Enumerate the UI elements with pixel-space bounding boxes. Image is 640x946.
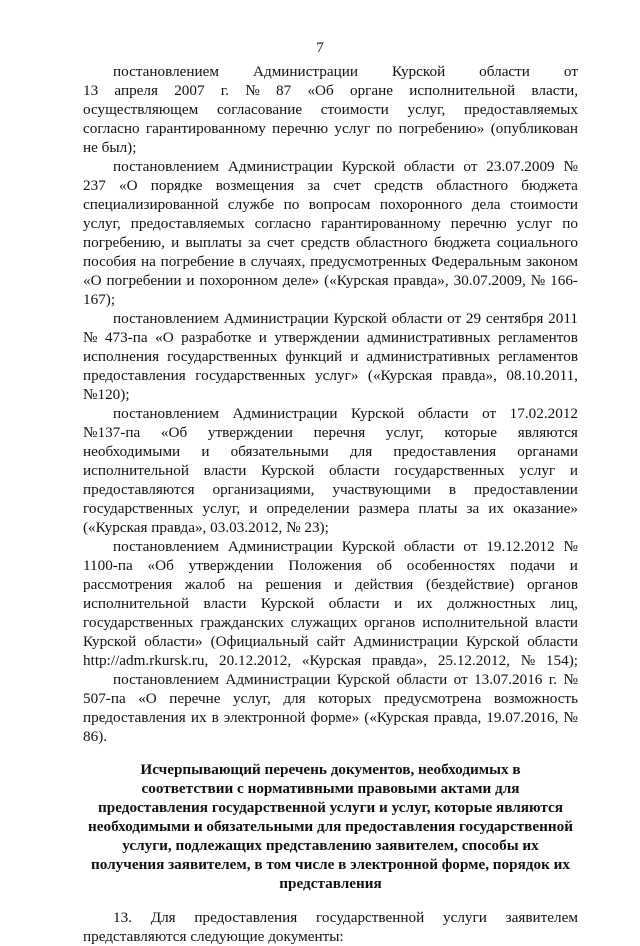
word: от: [463, 538, 478, 555]
text-line: [83, 119, 578, 138]
word: которых: [318, 690, 372, 707]
word: от: [453, 671, 468, 688]
word: Курской: [261, 462, 315, 479]
word: Федеральным: [431, 253, 522, 270]
word: и: [201, 443, 210, 460]
word: предоставляемых: [464, 101, 578, 118]
word: стоимости: [320, 101, 389, 118]
word: правда»,: [371, 652, 428, 669]
word: специализированной: [83, 196, 219, 213]
word: в: [238, 253, 246, 270]
word: «О: [83, 272, 102, 289]
word: органами: [517, 443, 578, 460]
word: органов: [364, 614, 416, 631]
word: предоставления: [194, 909, 298, 926]
word: «Об: [307, 82, 334, 99]
word: услуг: [334, 120, 371, 137]
word: услуг,: [202, 500, 241, 517]
word: предоставляются: [83, 481, 195, 498]
word: согласно: [254, 215, 312, 232]
text-line: [83, 575, 578, 594]
word: 154);: [545, 652, 578, 669]
word: счет: [266, 234, 295, 251]
word: которые: [444, 424, 497, 441]
word: области: [328, 462, 380, 479]
word: Курской: [83, 633, 137, 650]
text-line: [83, 613, 578, 632]
word: области: [396, 671, 448, 688]
word: услуг,: [407, 101, 446, 118]
text-line: представляются следующие документы:: [83, 928, 344, 945]
word: счет: [333, 177, 361, 194]
word: (бездействие): [425, 576, 515, 593]
word: г.: [220, 82, 230, 99]
word: перечню: [272, 120, 329, 137]
word: услуг,: [83, 215, 121, 232]
word: похоронного: [379, 196, 463, 213]
word: («Курская: [367, 367, 433, 384]
word: за: [466, 500, 480, 517]
word: по: [562, 215, 578, 232]
word: Администрации: [227, 538, 333, 555]
word: 19.07.2016,: [486, 709, 559, 726]
word: исполнительной: [83, 462, 189, 479]
word: вопросам: [308, 196, 371, 213]
word: Администрации: [353, 633, 459, 650]
text-line: [83, 556, 578, 575]
text-line: [113, 157, 578, 176]
word: 25.12.2012,: [437, 652, 510, 669]
word: административных: [366, 329, 491, 346]
word: необходимыми: [83, 443, 181, 460]
word: перечня: [313, 424, 366, 441]
word: за: [307, 177, 321, 194]
word: исполнительной: [409, 82, 516, 99]
word: органе: [349, 82, 393, 99]
text-line: [83, 100, 578, 119]
word: разработке: [181, 329, 252, 346]
word: пособия: [83, 253, 137, 270]
word: «Об: [160, 424, 188, 441]
word: электронной: [223, 709, 306, 726]
word: 473-па: [104, 329, 148, 346]
word: исполнительной: [83, 595, 189, 612]
word: для: [283, 690, 306, 707]
word: 13.07.2016: [474, 671, 543, 688]
word: погребении: [106, 272, 182, 289]
word: об: [376, 557, 392, 574]
text-line: [83, 651, 578, 670]
word: 17.02.2012: [509, 405, 578, 422]
word: утверждении: [274, 329, 360, 346]
word: организациями,: [212, 481, 315, 498]
word: постановлением: [113, 405, 220, 422]
word: рассмотрения: [83, 576, 173, 593]
word: и: [249, 500, 258, 517]
word: Курской: [341, 538, 395, 555]
word: правда»,: [441, 367, 497, 384]
word: сайт: [316, 633, 346, 650]
word: согласование: [216, 101, 303, 118]
word: средств: [300, 234, 350, 251]
text-line: [83, 195, 578, 214]
word: услуг: [519, 462, 556, 479]
word: утверждении: [188, 557, 274, 574]
word: за: [247, 234, 261, 251]
word: перечню: [450, 215, 507, 232]
word: участвующими: [332, 481, 431, 498]
text-line: [83, 480, 578, 499]
word: областного: [436, 177, 509, 194]
word: их: [488, 500, 505, 517]
word: услуги: [442, 909, 487, 926]
text-line: [113, 908, 578, 927]
text-line: [83, 442, 578, 461]
word: от: [463, 158, 478, 175]
word: сентября: [485, 310, 544, 327]
word: №: [530, 272, 546, 289]
word: 19.12.2012: [486, 538, 555, 555]
word: согласно: [83, 120, 140, 137]
word: 2007: [174, 82, 205, 99]
word: их: [416, 595, 433, 612]
text-line: не был);: [83, 139, 137, 156]
text-line: [83, 252, 578, 271]
text-line: [83, 632, 578, 651]
text-line: («Курская правда», 03.03.2012, № 23);: [83, 519, 329, 536]
text-line: [83, 689, 578, 708]
word: постановлением: [113, 671, 220, 688]
word: правда»,: [393, 272, 449, 289]
word: административных: [366, 348, 491, 365]
word: платы: [418, 500, 458, 517]
word: на: [237, 576, 253, 593]
word: от: [447, 310, 462, 327]
word: предоставляемых: [130, 215, 245, 232]
text-line: [83, 347, 578, 366]
word: №: [563, 158, 578, 175]
section-heading-line: Исчерпывающий перечень документов, необходимых в: [140, 761, 521, 778]
text-line: [83, 594, 578, 613]
word: Положения: [288, 557, 362, 574]
word: от: [482, 405, 497, 422]
word: осуществляющем: [83, 101, 199, 118]
text-line: [83, 271, 578, 290]
section-heading-line: получения заявителем, в том числе в электронной форме, порядок их: [91, 856, 570, 873]
word: гарантированному: [145, 120, 266, 137]
word: 13.: [113, 909, 132, 926]
word: г.: [548, 671, 558, 688]
word: 87: [276, 82, 292, 99]
word: Администрации: [223, 310, 329, 327]
word: по: [283, 196, 300, 213]
word: власти: [203, 462, 247, 479]
text-line: [83, 461, 578, 480]
word: погребению,: [83, 234, 165, 251]
word: похоронном: [199, 272, 278, 289]
text-line: 86).: [83, 728, 108, 745]
text-line: [113, 537, 578, 556]
section-heading-line: услуги, подлежащих представлению заявителем, способы их: [122, 837, 539, 854]
word: 166-: [550, 272, 578, 289]
word: обязательными: [230, 443, 329, 460]
text-line: [113, 62, 578, 81]
word: 29: [465, 310, 482, 327]
word: 20.12.2012,: [219, 652, 292, 669]
word: предоставления: [393, 443, 497, 460]
word: действия: [354, 576, 414, 593]
word: предусмотрена: [384, 690, 482, 707]
word: государственных: [83, 500, 194, 517]
word: и: [394, 595, 403, 612]
word: области: [403, 158, 455, 175]
word: дела: [471, 196, 501, 213]
word: 1100-па: [83, 557, 133, 574]
word: (опубликован: [490, 120, 578, 137]
word: заявителем: [505, 909, 578, 926]
word: государственных: [83, 614, 194, 631]
word: Курской: [260, 595, 315, 612]
word: деле»: [282, 272, 320, 289]
word: государственной: [315, 909, 425, 926]
word: правда,: [433, 709, 482, 726]
word: возмещения: [215, 177, 295, 194]
word: для: [349, 443, 373, 460]
word: форме»: [310, 709, 360, 726]
word: гражданских: [200, 614, 284, 631]
text-line: №120);: [83, 386, 130, 403]
word: возможность: [493, 690, 578, 707]
word: (Официальный: [210, 633, 309, 650]
word: порядке: [150, 177, 203, 194]
text-line: [83, 499, 578, 518]
word: Курской: [351, 405, 405, 422]
word: 08.10.2011,: [506, 367, 578, 384]
word: предоставления: [83, 367, 186, 384]
word: «О: [118, 177, 138, 194]
text-line: [113, 404, 578, 423]
word: области: [527, 633, 578, 650]
word: являются: [517, 424, 578, 441]
section-heading-line: соответствии с нормативными правовыми актами для: [141, 780, 520, 797]
word: Курской: [336, 671, 391, 688]
page-number: 7: [316, 40, 324, 56]
word: области: [403, 538, 455, 555]
word: предусмотренных: [310, 253, 427, 270]
word: лиц,: [550, 595, 578, 612]
word: Администрации: [225, 671, 331, 688]
word: постановлением: [113, 158, 220, 175]
word: определении: [266, 500, 350, 517]
word: в: [448, 481, 457, 498]
word: «О: [155, 329, 174, 346]
word: постановлением: [113, 538, 220, 555]
word: «Курская: [301, 652, 362, 669]
word: оказание»: [513, 500, 578, 517]
text-line: 167);: [83, 291, 116, 308]
word: постановлением: [113, 310, 220, 327]
text-line: [83, 176, 578, 195]
word: и: [186, 272, 195, 289]
word: Курской: [341, 158, 395, 175]
word: области»: [144, 633, 203, 650]
word: функций: [285, 348, 343, 365]
word: №: [520, 652, 536, 669]
word: («Курская: [364, 709, 429, 726]
word: средств: [373, 177, 424, 194]
word: служащих: [290, 614, 358, 631]
word: услуг: [516, 215, 553, 232]
word: от: [563, 63, 578, 80]
word: Курской: [465, 633, 520, 650]
word: исполнительной: [422, 614, 529, 631]
word: власти,: [531, 82, 578, 99]
word: на: [140, 253, 156, 270]
word: области: [391, 310, 443, 327]
word: 13: [83, 82, 99, 99]
word: и: [334, 576, 343, 593]
word: регламентов: [498, 329, 578, 346]
word: апреля: [114, 82, 158, 99]
section-heading-line: представления: [279, 875, 382, 892]
word: утверждении: [207, 424, 293, 441]
word: 23.07.2009: [486, 158, 555, 175]
word: законом: [525, 253, 578, 270]
word: Курской: [333, 310, 387, 327]
text-line: [83, 708, 578, 727]
word: и: [569, 557, 578, 574]
word: 30.07.2009,: [453, 272, 526, 289]
text-line: [83, 81, 578, 100]
word: области: [479, 63, 530, 80]
word: и: [258, 329, 267, 346]
word: социального: [496, 234, 578, 251]
text-line: [83, 423, 578, 442]
word: №: [563, 538, 578, 555]
word: «Об: [147, 557, 174, 574]
word: перечне: [169, 690, 221, 707]
word: жалоб: [184, 576, 226, 593]
word: «О: [138, 690, 157, 707]
word: государственных: [394, 462, 505, 479]
word: их: [190, 709, 207, 726]
word: и: [569, 462, 578, 479]
word: 237: [83, 177, 106, 194]
word: бюджета: [433, 234, 491, 251]
word: должностных: [447, 595, 536, 612]
word: №: [563, 671, 578, 688]
text-line: [83, 366, 578, 385]
word: №: [245, 82, 260, 99]
word: Администрации: [227, 158, 333, 175]
text-line: [83, 328, 578, 347]
word: №: [83, 329, 98, 346]
word: http://adm.rkursk.ru,: [83, 652, 209, 669]
word: погребение: [160, 253, 235, 270]
word: размера: [358, 500, 410, 517]
text-line: [113, 309, 578, 328]
word: государственных: [195, 367, 306, 384]
word: по: [376, 120, 393, 137]
word: и: [171, 234, 180, 251]
word: службе: [227, 196, 275, 213]
word: постановлением: [113, 63, 220, 80]
text-line: [83, 214, 578, 233]
word: №: [563, 709, 578, 726]
section-heading-line: необходимыми и обязательными для предоставления государственной: [88, 818, 573, 835]
word: области: [417, 405, 469, 422]
word: выплаты: [185, 234, 242, 251]
word: в: [211, 709, 219, 726]
word: власти: [203, 595, 247, 612]
word: («Курская: [324, 272, 389, 289]
word: и: [350, 348, 359, 365]
word: исполнения: [83, 348, 160, 365]
word: предоставления: [83, 709, 186, 726]
word: регламентов: [498, 348, 578, 365]
word: государственных: [167, 348, 278, 365]
word: услуг,: [233, 690, 271, 707]
section-heading-line: предоставления государственной услуги и услуг, которые являются: [98, 799, 563, 816]
word: Администрации: [232, 405, 338, 422]
word: бюджета: [521, 177, 578, 194]
word: подачи: [510, 557, 555, 574]
word: стоимости: [509, 196, 578, 213]
word: Для: [150, 909, 176, 926]
word: гарантированному: [321, 215, 441, 232]
word: услуг,: [385, 424, 424, 441]
word: услуг»: [315, 367, 359, 384]
word: области: [328, 595, 380, 612]
word: случаях,: [250, 253, 306, 270]
word: предоставлении: [474, 481, 578, 498]
text-line: [113, 670, 578, 689]
word: Курской: [391, 63, 446, 80]
word: органов: [526, 576, 578, 593]
text-line: [83, 233, 578, 252]
word: 2011: [548, 310, 578, 327]
word: власти: [535, 614, 578, 631]
word: 507-па: [83, 690, 126, 707]
word: №137-па: [83, 424, 141, 441]
word: особенностях: [406, 557, 496, 574]
word: погребению»: [398, 120, 485, 137]
word: областного: [355, 234, 428, 251]
word: Администрации: [253, 63, 358, 80]
word: решения: [265, 576, 322, 593]
